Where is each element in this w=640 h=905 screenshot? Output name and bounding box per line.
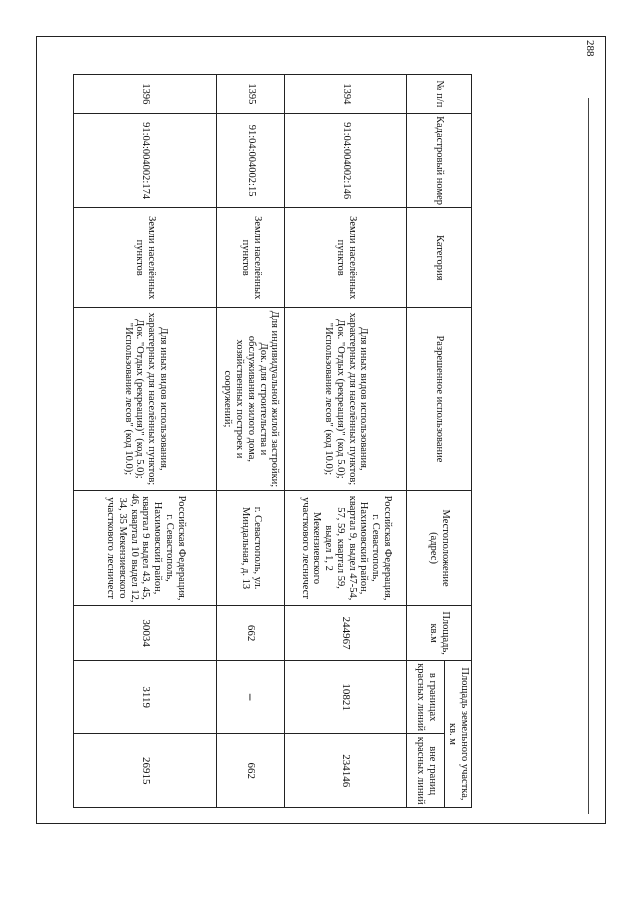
cell-usage: Для иных видов использования, характерных для населённых пунктов; Док. "Отдых (рекреация)" (код 5.0); "Использование лесов" (код 10.0);	[74, 308, 217, 491]
header-usage: Разрешенное использование	[407, 308, 472, 491]
header-plot-area: Площадь земельного участка, кв. м	[445, 660, 472, 807]
cell-num: 1396	[74, 75, 217, 114]
cell-within: –	[217, 660, 285, 734]
cell-within: 3119	[74, 660, 217, 734]
cell-cadastral: 91:04:004002:15	[217, 113, 285, 208]
cell-usage: Для индивидуальной жилой застройки; Док. для строительства и обслуживания жилого дома, хозяйственных построек и сооружений;	[217, 308, 285, 491]
header-num: № п/п	[407, 75, 472, 114]
cell-category: Земли населённых пунктов	[217, 208, 285, 308]
cell-outside: 234146	[285, 734, 407, 808]
cell-category: Земли населённых пунктов	[285, 208, 407, 308]
header-outside: вне границ красных линий	[407, 734, 445, 808]
cell-outside: 26915	[74, 734, 217, 808]
cell-location: Российская Федерация, г. Севастополь, Нахимовский район, квартал 9 выдел 43, 45, 46, квартал 10 выдел 12, 34, 35 Мекензиевского участкового лесничест	[74, 490, 217, 606]
header-category: Категория	[407, 208, 472, 308]
page-rule	[588, 98, 589, 814]
page-number: 288	[584, 40, 596, 57]
rotated-table-container	[79, 74, 472, 808]
header-location: Местоположение (адрес)	[407, 490, 472, 606]
table-row	[74, 75, 217, 808]
cell-within: 10821	[285, 660, 407, 734]
cell-usage: Для иных видов использования, характерных для населённых пунктов; Док. "Отдых (рекреация)" (код 5.0); "Использование лесов" (код 10.0);	[285, 308, 407, 491]
cell-cadastral: 91:04:004002:174	[74, 113, 217, 208]
cell-area: 30034	[74, 606, 217, 661]
cell-location: г. Севастополь, ул. Миндальная, д. 13	[217, 490, 285, 606]
cell-category: Земли населённых пунктов	[74, 208, 217, 308]
cell-outside: 662	[217, 734, 285, 808]
table-row	[285, 75, 407, 808]
cell-num: 1394	[285, 75, 407, 114]
header-row-1	[445, 75, 472, 808]
header-within: в границах красных линий	[407, 660, 445, 734]
cell-location: Российская Федерация, г. Севастополь, Нахимовский район, квартал 9, выдел 47-54, 57, 59, квартал 59, выдел 1, 2 Мекензиевского участкового лесничест	[285, 490, 407, 606]
header-area: Площадь, кв.м	[407, 606, 472, 661]
header-cadastral: Кадастровый номер	[407, 113, 472, 208]
cell-num: 1395	[217, 75, 285, 114]
table-row	[217, 75, 285, 808]
cell-area: 662	[217, 606, 285, 661]
land-plot-table	[74, 74, 473, 808]
cell-cadastral: 91:04:004002:146	[285, 113, 407, 208]
cell-area: 244967	[285, 606, 407, 661]
